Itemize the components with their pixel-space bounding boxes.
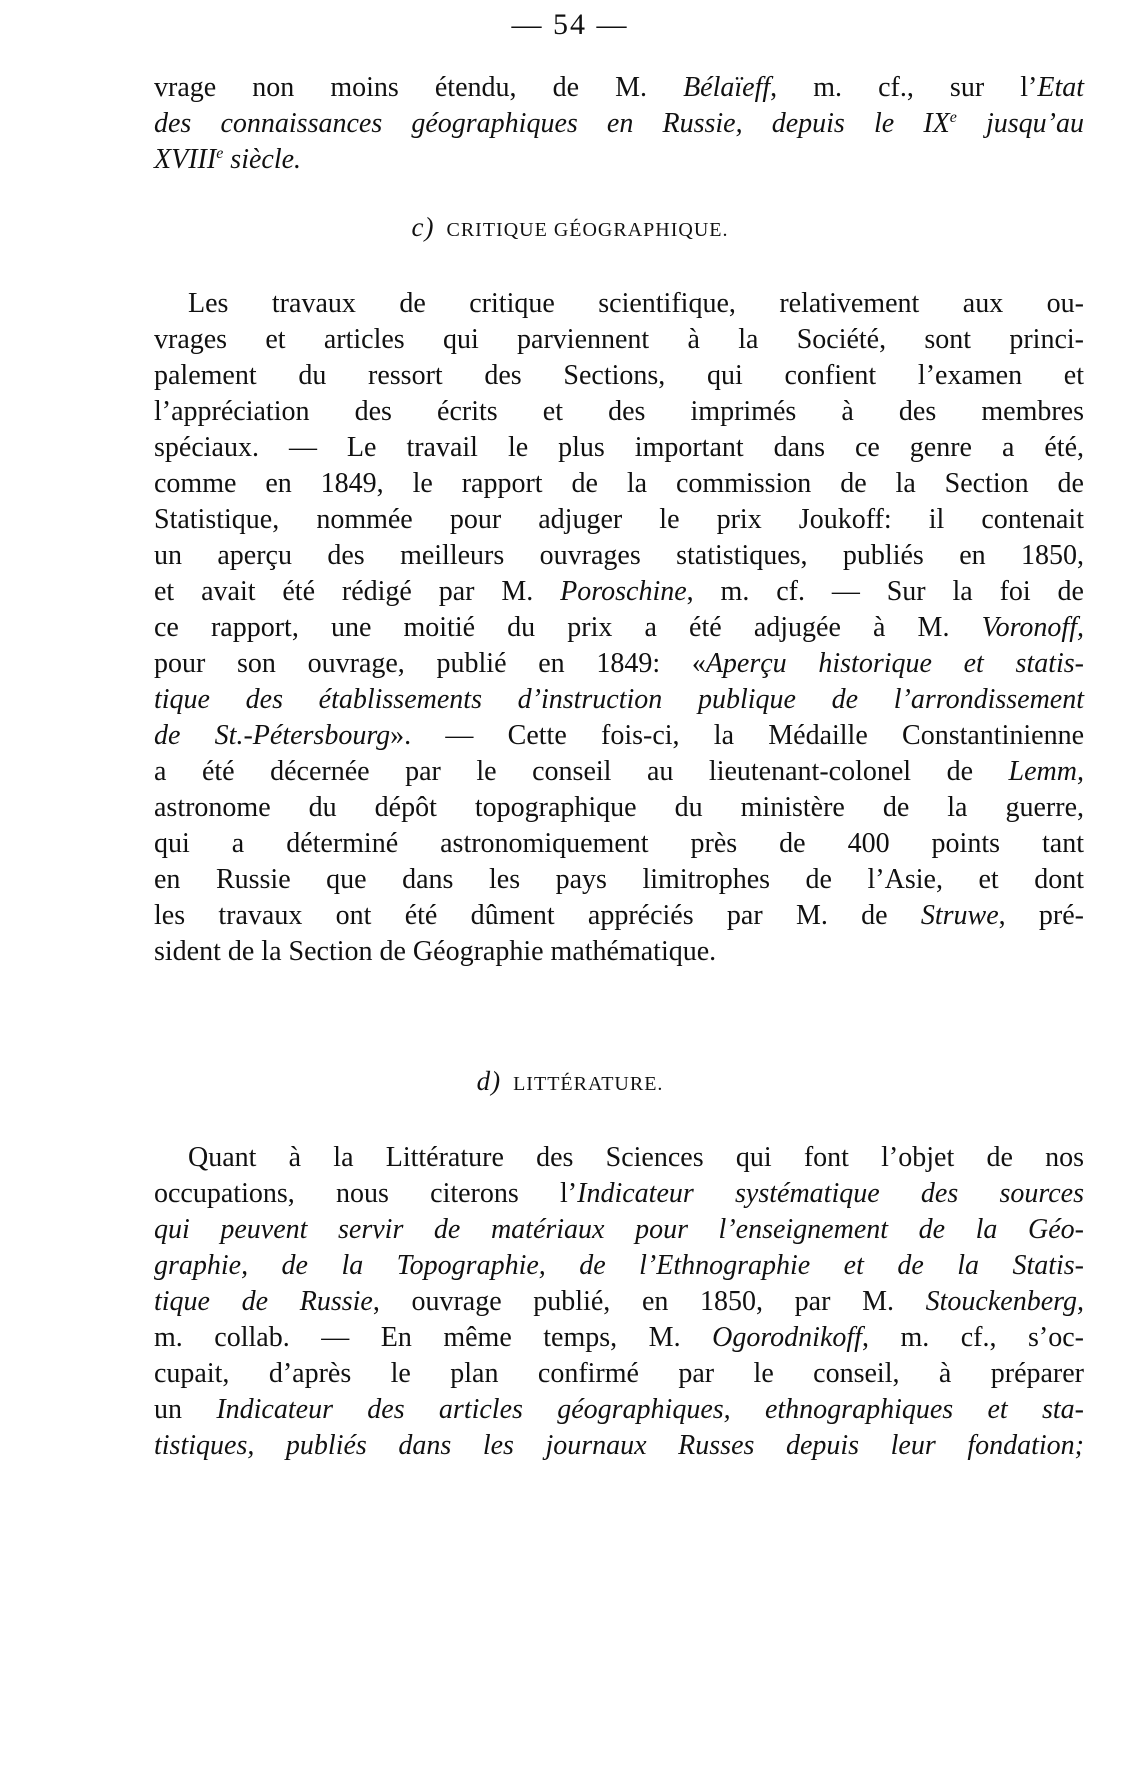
text-line: a été décernée par le conseil au lieutenant-colonel de Lemm, — [154, 756, 1084, 787]
section-heading-litterature: d) LITTÉRATURE. — [476, 1066, 664, 1096]
text-line: comme en 1849, le rapport de la commission de la Section de — [154, 468, 1084, 499]
text-line: pour son ouvrage, publié en 1849: «Aperçu historique et statis- — [154, 648, 1084, 679]
text-line: et avait été rédigé par M. Poroschine, m. cf. — Sur la foi de — [154, 576, 1084, 607]
text-line: palement du ressort des Sections, qui confient l’examen et — [154, 360, 1084, 391]
text-line: des connaissances géographiques en Russie, depuis le IXe jusqu’au — [154, 108, 1084, 139]
text-line: vrage non moins étendu, de M. Bélaïeff, m. cf., sur l’Etat — [154, 72, 1085, 103]
text-line: m. collab. — En même temps, M. Ogorodnikoff, m. cf., s’oc- — [154, 1322, 1084, 1353]
text-line: un Indicateur des articles géographiques, ethnographiques et sta- — [154, 1394, 1085, 1425]
text-line: qui peuvent servir de matériaux pour l’enseignement de la Géo- — [154, 1214, 1084, 1245]
text-line: de St.-Pétersbourg». — Cette fois-ci, la Médaille Constantinienne — [154, 720, 1084, 751]
text-line: vrages et articles qui parviennent à la Société, sont princi- — [154, 324, 1084, 355]
text-line: Quant à la Littérature des Sciences qui font l’objet de nos — [188, 1142, 1084, 1173]
text-line: Statistique, nommée pour adjuger le prix Joukoff: il contenait — [154, 504, 1084, 535]
text-line: les travaux ont été dûment appréciés par M. de Struwe, pré- — [154, 900, 1085, 931]
text-line: occupations, nous citerons l’Indicateur systématique des sources — [154, 1178, 1084, 1209]
text-line: tique des établissements d’instruction publique de l’arrondissement — [154, 684, 1084, 715]
text-line: graphie, de la Topographie, de l’Ethnographie et de la Statis- — [154, 1250, 1084, 1281]
text-line: l’appréciation des écrits et des imprimés à des membres — [154, 396, 1084, 427]
text-line: tistiques, publiés dans les journaux Russes depuis leur fondation; — [154, 1430, 1084, 1461]
text-line: Les travaux de critique scientifique, relativement aux ou- — [188, 288, 1084, 319]
text-line: astronome du dépôt topographique du ministère de la guerre, — [154, 792, 1084, 823]
text-line: qui a déterminé astronomiquement près de 400 points tant — [154, 828, 1084, 859]
text-line: spéciaux. — Le travail le plus important dans ce genre a été, — [154, 432, 1084, 463]
text-line: un aperçu des meilleurs ouvrages statistiques, publiés en 1850, — [154, 540, 1084, 571]
text-line: sident de la Section de Géographie mathématique. — [154, 936, 717, 967]
section-heading-critique: c) CRITIQUE GÉOGRAPHIQUE. — [411, 212, 729, 242]
page-number: — 54 — — [511, 8, 629, 41]
text-line: cupait, d’après le plan confirmé par le conseil, à préparer — [154, 1358, 1084, 1389]
text-line: en Russie que dans les pays limitrophes de l’Asie, et dont — [154, 864, 1084, 895]
text-line: tique de Russie, ouvrage publié, en 1850, par M. Stouckenberg, — [154, 1286, 1084, 1317]
text-line: ce rapport, une moitié du prix a été adjugée à M. Voronoff, — [154, 612, 1084, 643]
text-line: XVIIIe siècle. — [154, 144, 302, 175]
